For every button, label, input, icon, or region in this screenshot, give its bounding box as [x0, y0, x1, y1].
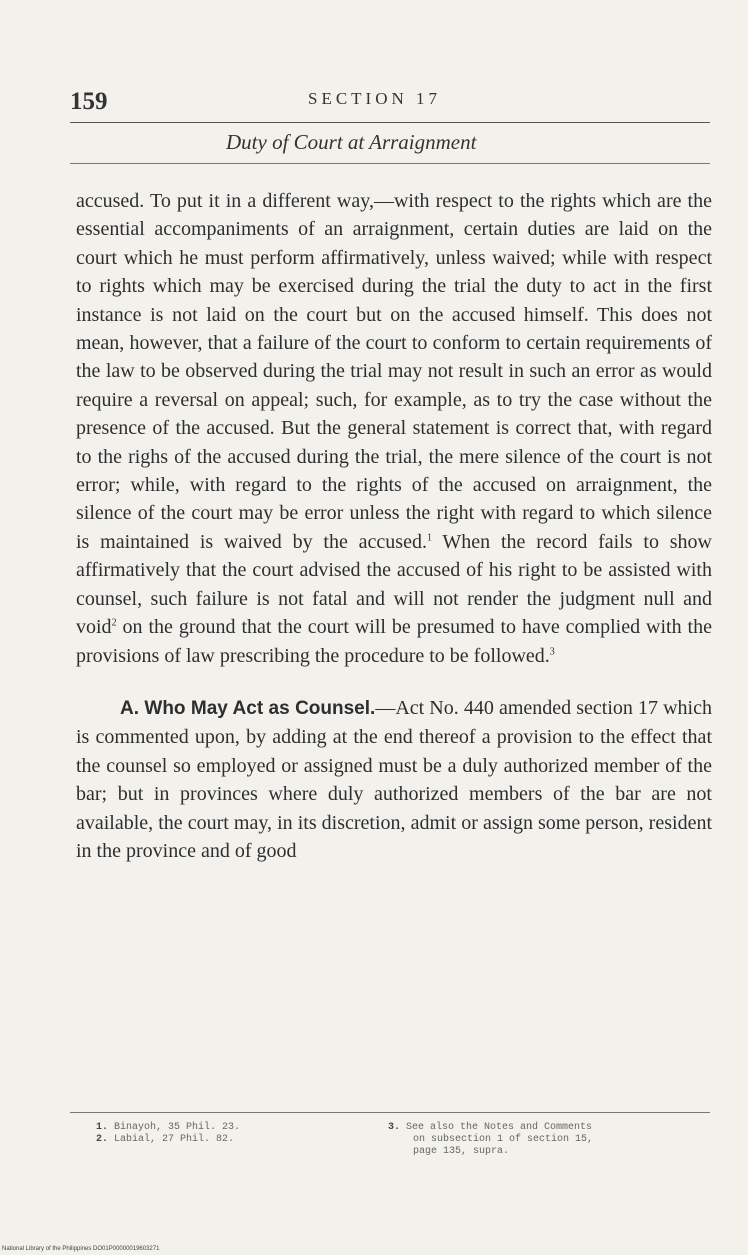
section-heading: SECTION 17	[308, 89, 442, 108]
footnote-3: 3. See also the Notes and Comments on subsection 1 of section 15, page 135, supra.	[388, 1122, 594, 1157]
header-rule	[70, 122, 710, 123]
footnote-ref-1: 1	[426, 532, 432, 544]
body-text	[76, 187, 712, 865]
footnotes-left	[96, 1122, 240, 1146]
page-number: 159	[70, 88, 108, 115]
footnote-ref-3: 3	[549, 645, 555, 657]
footnote-1: 1. Binayoh, 35 Phil. 23.	[96, 1122, 241, 1133]
footnote-rule	[70, 1112, 710, 1113]
running-title: Duty of Court at Arraignment	[226, 130, 477, 154]
footnote-2: 2. Labial, 27 Phil. 82.	[96, 1134, 235, 1145]
paragraph-1: accused. To put it in a different way,—with respect to the rights which are the essential accompaniments of an arraignment, certain duties are laid on the court which he must perform affirmatively, unless waived; while with respect to rights which may be exercised during the trial the duty to act in the first instance is not laid on the court but on the accused himself. This does not mean, however, that a failure of the court to conform to certain requirements of the law to be observed during the trial may not result in such an error as would require a reversal on appeal; such, for example, as to try the case without the presence of the accused. But the general statement is correct that, with regard to the righs of the accused during the trial, the mere silence of the court is not error; while, with regard to the rights of the accused on arraignment, the silence of the court may be error unless the right with regard to which silence is maintained is waived by the accused.$^1$ When the record fails to show affirmatively that the court advised the accused of his right to be assisted with counsel, such failure is not fatal and will not render the judgment null and void$^2$ on the ground that the court will be presumed to have complied with the provisions of law prescribing the procedure to be followed.$^3$	[76, 190, 713, 667]
footnote-ref-2: 2	[111, 617, 117, 629]
paragraph-2: A. Who May Act as Counsel.—Act No. 440 amended section 17 which is commented upon, by adding at the end thereof a provision to the effect that the counsel so employed or assigned must be a duly authorized member of the bar; but in provinces where duly authorized members of the bar are not available, the court may, in its discretion, admit or assign some person, resident in the province and of good	[76, 696, 712, 862]
title-rule	[70, 163, 710, 164]
subsection-heading: A. Who May Act as Counsel.	[120, 697, 376, 719]
imprint: National Library of the Philippines DO01P00000019603271	[2, 1246, 160, 1252]
